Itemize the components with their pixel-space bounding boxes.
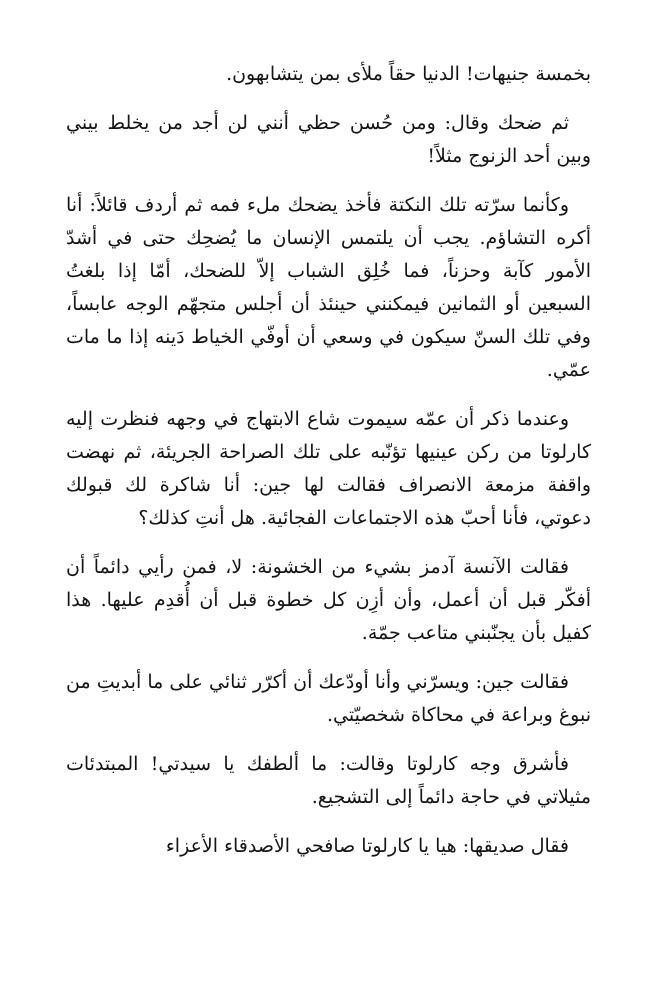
paragraph: بخمسة جنيهات! الدنيا حقاً ملأى بمن يتشابهون. bbox=[226, 63, 591, 85]
paragraph: فقال صديقها: هيا يا كارلوتا صافحي الأصدقاء الأعزاء bbox=[165, 835, 569, 857]
paragraph: فأشرق وجه كارلوتا وقالت: ما ألطفك يا سيدتي! المبتدئات مثيلاتي في حاجة دائماً إلى التشجيع. bbox=[66, 753, 591, 808]
paragraph: فقالت جين: ويسرّني وأنا أودّعك أن أكرّر ثنائي على ما أبديتِ من نبوغ وبراعة في محاكاة شخصيّتي. bbox=[66, 671, 591, 726]
book-page bbox=[66, 58, 591, 879]
paragraph: فقالت الآنسة آدمز بشيء من الخشونة: لا، فمن رأيي دائماً أن أفكّر قبل أن أعمل، وأن أزِن كل خطوة قبل أن أُقدِم عليها. هذا كفيل بأن يجنّبني متاعب جمّة. bbox=[66, 556, 591, 644]
paragraph: ثم ضحك وقال: ومن حُسن حظي أنني لن أجد من يخلط بيني وبين أحد الزنوج مثلاً! bbox=[66, 112, 591, 167]
paragraph: وعندما ذكر أن عمّه سيموت شاع الابتهاج في وجهه فنظرت إليه كارلوتا من ركن عينيها تؤنّبه على تلك الصراحة الجريئة، ثم نهضت واقفة مزمعة الانصراف فقالت لها جين: أنا شاكرة لك قبولك دعوتي، فأنا أحبّ هذه الاجتماعات الفجائية. هل أنتِ كذلك؟ bbox=[66, 408, 592, 529]
paragraph: وكأنما سرّته تلك النكتة فأخذ يضحك ملء فمه ثم أردف قائلاً: أنا أكره التشاؤم. يجب أن يلتمس الإنسان ما يُضحِك حتى في أشدّ الأمور كآبة وحزناً، فما خُلِق الشباب إلاّ للضحك، أمّا إذا بلغتُ السبعين أو الثمانين فيمكنني حينئذ أن أجلس متجهّم الوجه عابساً، وفي تلك السنّ سيكون في وسعي أن أوفّي الخياط دَينه إذا ما مات عمّي. bbox=[66, 194, 591, 381]
